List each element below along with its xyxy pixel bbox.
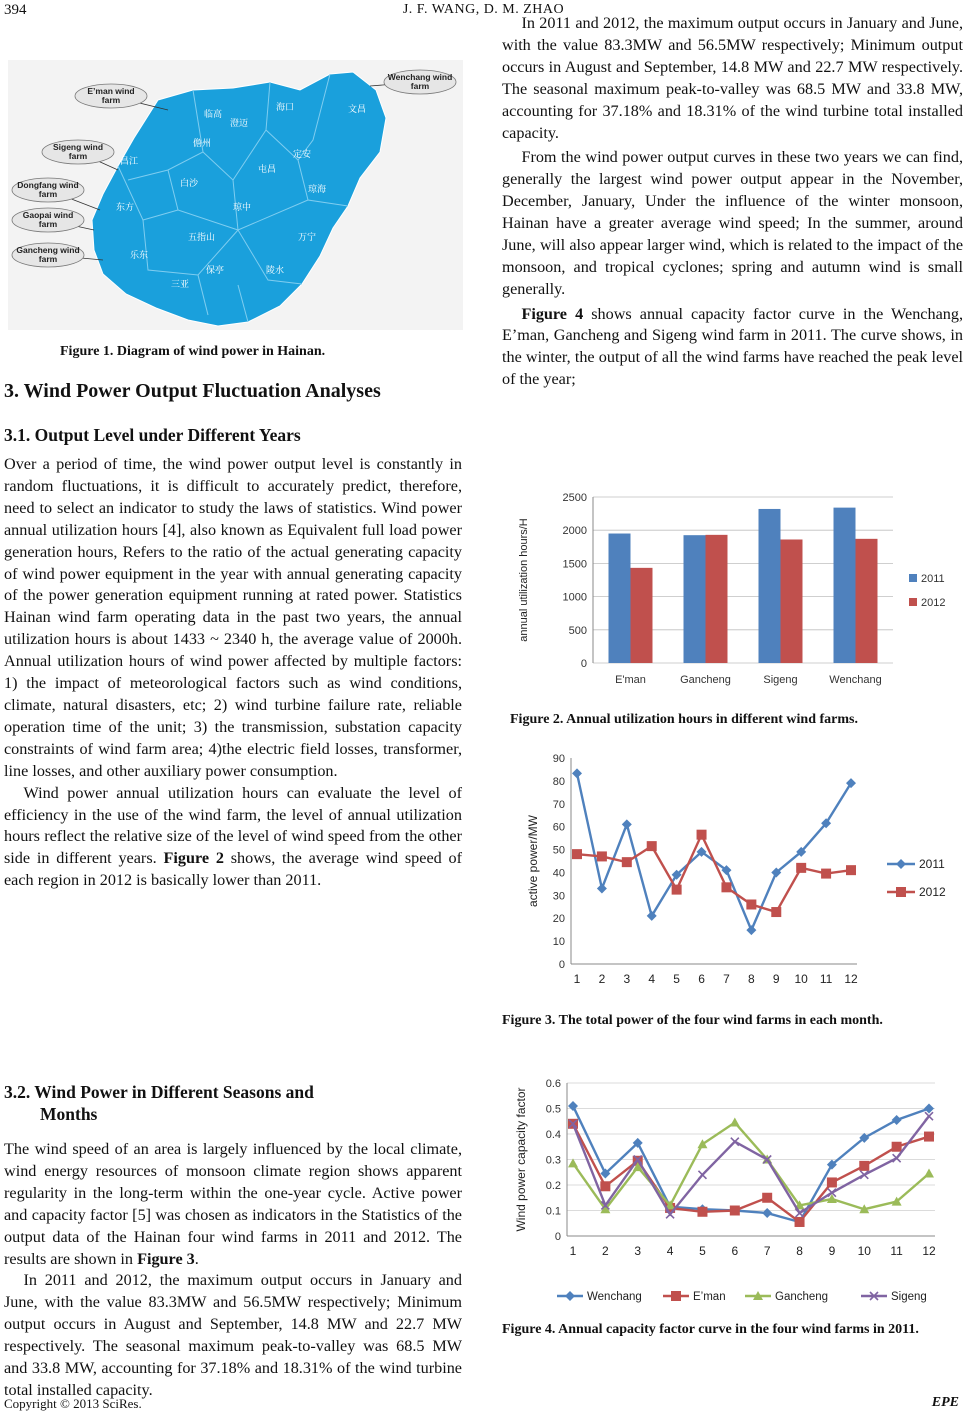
map-region-label: 临高	[204, 109, 223, 119]
svg-text:Sigeng windfarm: Sigeng wind farm	[52, 142, 104, 161]
bar-2011	[609, 534, 631, 663]
map-region-label: 琼海	[308, 184, 327, 194]
line-chart-total-power	[505, 748, 963, 1000]
data-point	[597, 883, 607, 893]
map-region-label: 陵水	[266, 265, 285, 275]
x-tick-label: 7	[723, 972, 730, 986]
legend-swatch	[909, 574, 917, 582]
y-tick-label: 0	[580, 658, 587, 670]
data-point	[827, 1177, 837, 1187]
x-tick-label: 2	[598, 972, 606, 986]
bar-2012	[781, 539, 803, 663]
bar-2012	[706, 535, 728, 663]
data-point	[796, 863, 806, 873]
data-point	[762, 1208, 772, 1218]
map-region-label: 万宁	[298, 232, 317, 242]
figure-3-ref[interactable]: Figure 3	[137, 1249, 195, 1268]
x-tick-label: 6	[698, 972, 705, 986]
section-3-heading: 3. Wind Power Output Fluctuation Analyses	[4, 380, 381, 402]
legend-marker	[896, 859, 906, 869]
figure-1	[8, 60, 463, 330]
data-point	[697, 1207, 707, 1217]
x-tick-label: 6	[731, 1244, 739, 1258]
copyright: Copyright © 2013 SciRes.	[4, 1396, 142, 1411]
section-3-2-body-left	[4, 1139, 462, 1399]
map-region-label: 定安	[293, 149, 312, 159]
svg-text:Dongfang windfarm: Dongfang wind farm	[17, 180, 79, 199]
x-tick-label: 1	[569, 1244, 577, 1258]
x-tick-label: 9	[772, 972, 780, 986]
svg-text:Gancheng windfarm: Gancheng wind farm	[16, 245, 80, 264]
x-tick-label: 8	[796, 1244, 803, 1258]
map-region-label: 海口	[276, 102, 295, 112]
map-region-label: 乐东	[130, 250, 149, 260]
data-point	[622, 857, 632, 867]
figure-3	[505, 748, 963, 1005]
y-tick-label: 0.2	[545, 1180, 561, 1192]
x-tick-label: Wenchang	[829, 674, 882, 686]
legend-entry: 2011	[919, 857, 945, 871]
svg-text:E’man windfarm: E’man wind farm	[87, 86, 135, 105]
legend-entry: Wenchang	[587, 1291, 642, 1303]
section-3-1-body	[4, 454, 462, 892]
page-number: 394	[4, 2, 27, 18]
data-point	[647, 841, 657, 851]
map-region-label: 文昌	[348, 104, 367, 114]
data-point	[859, 1161, 869, 1171]
x-tick-label: 10	[857, 1244, 871, 1258]
data-point	[568, 1101, 578, 1111]
figure-4-ref[interactable]: Figure 4	[521, 304, 584, 323]
legend-entry: Sigeng	[891, 1291, 927, 1303]
paragraph: The wind speed of an area is largely influenced by the local climate, wind energy resources of monsoon climate region shows apparent regularity in the long-term within the one-year cycle. Active power and capacity factor [5] was chosen as indicators in the Statistics of the output data of the Hainan four wind farms in 2011 and 2012. The results are shown in Figure 3.	[4, 1140, 462, 1268]
map-region-label: 三亚	[171, 279, 190, 289]
svg-text:Wenchang windfarm: Wenchang wind farm	[387, 72, 453, 91]
section-3-2-body-right	[502, 14, 963, 391]
y-tick-label: 0	[558, 959, 565, 971]
x-tick-label: Gancheng	[680, 674, 731, 686]
data-point	[721, 882, 731, 892]
map-region-label: 昌江	[120, 156, 139, 166]
paragraph: Figure 4 shows annual capacity factor curve in the Wenchang, E’man, Gancheng and Sigeng wind farm in 2011. The curve shows, in the winter, the output of all the wind farms have reached the peak level of the year;	[502, 304, 963, 389]
y-tick-label: 80	[552, 775, 565, 788]
x-tick-label: 5	[673, 972, 680, 986]
x-tick-label: E'man	[615, 674, 646, 686]
y-tick-label: 2000	[562, 525, 587, 538]
y-tick-label: 0.1	[545, 1205, 561, 1218]
x-tick-label: 12	[844, 972, 858, 986]
map-region-label: 儋州	[193, 138, 212, 148]
y-tick-label: 90	[552, 753, 565, 765]
data-point	[924, 1132, 934, 1142]
section-3-1-heading: 3.1. Output Level under Different Years	[4, 425, 301, 445]
y-tick-label: 0.5	[545, 1103, 561, 1116]
journal-name: EPE	[931, 1395, 959, 1410]
x-tick-label: 12	[922, 1244, 936, 1258]
data-point	[892, 1115, 902, 1125]
running-header: J. F. WANG, D. M. ZHAO	[402, 2, 565, 17]
figure-3-caption: Figure 3. The total power of the four wind farms in each month.	[502, 1013, 883, 1028]
paragraph: Wind power annual utilization hours can evaluate the level of efficiency in the use of the wind farm, the level of annual utilization hours reflect the relative size of the level of wind speed from the other side in different years. Figure 2 shows, the average wind speed of each region in 2012 is basically lower than 2011.	[4, 783, 462, 890]
bar-2011	[834, 508, 856, 663]
data-point	[746, 899, 756, 909]
legend-entry: 2012	[919, 885, 946, 899]
data-point	[893, 1154, 901, 1162]
x-tick-label: 3	[634, 1244, 642, 1258]
data-point	[698, 1171, 706, 1179]
data-point	[672, 885, 682, 895]
x-tick-label: 9	[828, 1244, 836, 1258]
data-point	[846, 865, 856, 875]
y-tick-label: 50	[552, 844, 565, 857]
map-region-label: 白沙	[180, 178, 199, 188]
data-point	[572, 849, 582, 859]
data-point	[924, 1169, 934, 1178]
map-region-label: 琼中	[233, 202, 252, 212]
line-chart-capacity-factor	[505, 1075, 963, 1313]
section-3-2-heading: 3.2. Wind Power in Different Seasons and Months	[4, 1082, 314, 1124]
bar-chart-annual-utilization	[505, 485, 963, 695]
svg-text:Gaopai windfarm: Gaopai wind farm	[22, 210, 74, 229]
x-tick-label: 3	[623, 972, 631, 986]
data-point	[860, 1171, 868, 1179]
legend-entry: 2011	[921, 573, 945, 585]
data-point	[572, 768, 582, 778]
legend-marker	[671, 1291, 681, 1301]
data-point	[597, 851, 607, 861]
data-point	[730, 1118, 740, 1127]
y-tick-label: 1000	[562, 591, 587, 604]
x-tick-label: Sigeng	[763, 674, 798, 686]
x-tick-label: 2	[602, 1244, 609, 1258]
data-point	[730, 1206, 740, 1216]
bar-2012	[631, 568, 653, 663]
legend-entry: 2012	[921, 597, 946, 609]
legend-marker	[896, 887, 906, 897]
data-point	[731, 1138, 739, 1146]
bar-2011	[684, 535, 706, 663]
y-axis-label: annual utilization hours/H	[518, 518, 530, 642]
data-point	[762, 1193, 772, 1203]
x-tick-label: 4	[648, 972, 656, 986]
legend-swatch	[909, 598, 917, 606]
y-tick-label: 1500	[562, 558, 587, 571]
map-region-label: 五指山	[188, 232, 216, 242]
bar-2011	[759, 509, 781, 663]
y-tick-label: 0.3	[545, 1154, 561, 1167]
y-tick-label: 60	[552, 821, 565, 834]
data-point	[622, 819, 632, 829]
figure-2-ref[interactable]: Figure 2	[163, 849, 224, 868]
paragraph: From the wind power output curves in these two years we can find, generally the largest wind power output appear in the November, December, January, Under the influence of the winter monsoon, Hainan have a greater average wind speed; In the summer, around June, will also appear larger wind, which is related to the impact of the monsoon, and tropical cyclones; spring and autumn wind is small generally.	[502, 148, 963, 298]
x-tick-label: 7	[763, 1244, 771, 1258]
x-tick-label: 1	[573, 972, 581, 986]
y-tick-label: 0.6	[545, 1078, 561, 1090]
figure-2-caption: Figure 2. Annual utilization hours in different wind farms.	[510, 712, 858, 727]
map-region-label: 东方	[116, 202, 135, 212]
data-point	[892, 1142, 902, 1152]
y-axis-label: active power/MW	[526, 814, 540, 908]
series-line-Gancheng	[573, 1123, 929, 1210]
figure-4-caption: Figure 4. Annual capacity factor curve in the four wind farms in 2011.	[502, 1322, 919, 1337]
legend-entry: E’man	[693, 1291, 726, 1303]
y-tick-label: 10	[552, 936, 565, 949]
data-point	[746, 925, 756, 935]
data-point	[821, 869, 831, 879]
x-tick-label: 11	[819, 972, 833, 986]
figure-1-caption: Figure 1. Diagram of wind power in Hainan.	[60, 344, 326, 359]
y-tick-label: 20	[552, 913, 565, 926]
y-tick-label: 70	[552, 798, 565, 811]
y-tick-label: 0	[554, 1231, 561, 1243]
paragraph: Over a period of time, the wind power output level is constantly in random fluctuations, it is difficult to accurately predict, therefore, need to select an indicator to study the laws of statistics. Wind power annual utilization hours [4], also known as Equivalent full load power generation hours, Refers to the ratio of the actual generating capacity of wind power equipment in the year with annual generating capacity of the power generation equipment running at rated power. Statistics Hainan wind farm operating data in the past two years, the annual utilization hours is about 1433 ~ 2340 h, the average value of 2000h. Annual utilization hours of wind power affected by multiple factors: 1) the impact of meteorological factors such as wind conditions, climate, natural disasters, etc; 2) wind turbine failure rate, reliable operation time of the unit; 3) the transmission, substation capacity constraints of wind farm area; 4)the electric field losses, transformer, line losses, and other auxiliary power consumption.	[4, 455, 462, 780]
y-axis-label: Wind power capacity factor	[514, 1087, 528, 1232]
hainan-map	[8, 60, 463, 330]
map-region-label: 澄迈	[230, 118, 249, 128]
figure-4	[505, 1075, 963, 1318]
paragraph-continued: In 2011 and 2012, the maximum output occurs in January and June, with the value 83.3MW and 56.5MW respectively; Minimum output occurs in August and September, 14.8 MW and 22.7 MW respectively. The seasonal maximum peak-to-valley was 68.5 MW and 33.8 MW, accounting for 37.18% and 18.31% of the wind turbine total installed capacity.	[4, 1271, 462, 1399]
y-tick-label: 2500	[562, 492, 587, 504]
x-tick-label: 8	[748, 972, 755, 986]
figure-2	[505, 485, 963, 700]
legend-marker	[565, 1291, 575, 1301]
x-tick-label: 4	[666, 1244, 674, 1258]
bar-2012	[856, 539, 878, 663]
map-region-label: 屯昌	[258, 164, 277, 174]
data-point	[600, 1181, 610, 1191]
y-tick-label: 30	[552, 890, 565, 903]
data-point	[771, 907, 781, 917]
x-tick-label: 10	[794, 972, 808, 986]
y-tick-label: 0.4	[545, 1129, 561, 1141]
map-region-label: 保亭	[206, 265, 225, 275]
x-tick-label: 5	[699, 1244, 706, 1258]
legend-entry: Gancheng	[775, 1291, 829, 1303]
data-point	[697, 830, 707, 840]
series-line-2011	[577, 773, 851, 930]
y-tick-label: 40	[552, 867, 565, 880]
x-tick-label: 11	[890, 1244, 903, 1258]
y-tick-label: 500	[568, 624, 587, 637]
data-point	[795, 1217, 805, 1227]
paragraph-continuation: In 2011 and 2012, the maximum output occurs in January and June, with the value 83.3MW and 56.5MW respectively; Minimum output occurs in August and September, 14.8 MW and 22.7 MW respectively. The seasonal maximum peak-to-valley was 68.5 MW and 33.8 MW, accounting for 37.18% and 18.31% of the wind turbine total installed capacity.	[502, 14, 963, 142]
